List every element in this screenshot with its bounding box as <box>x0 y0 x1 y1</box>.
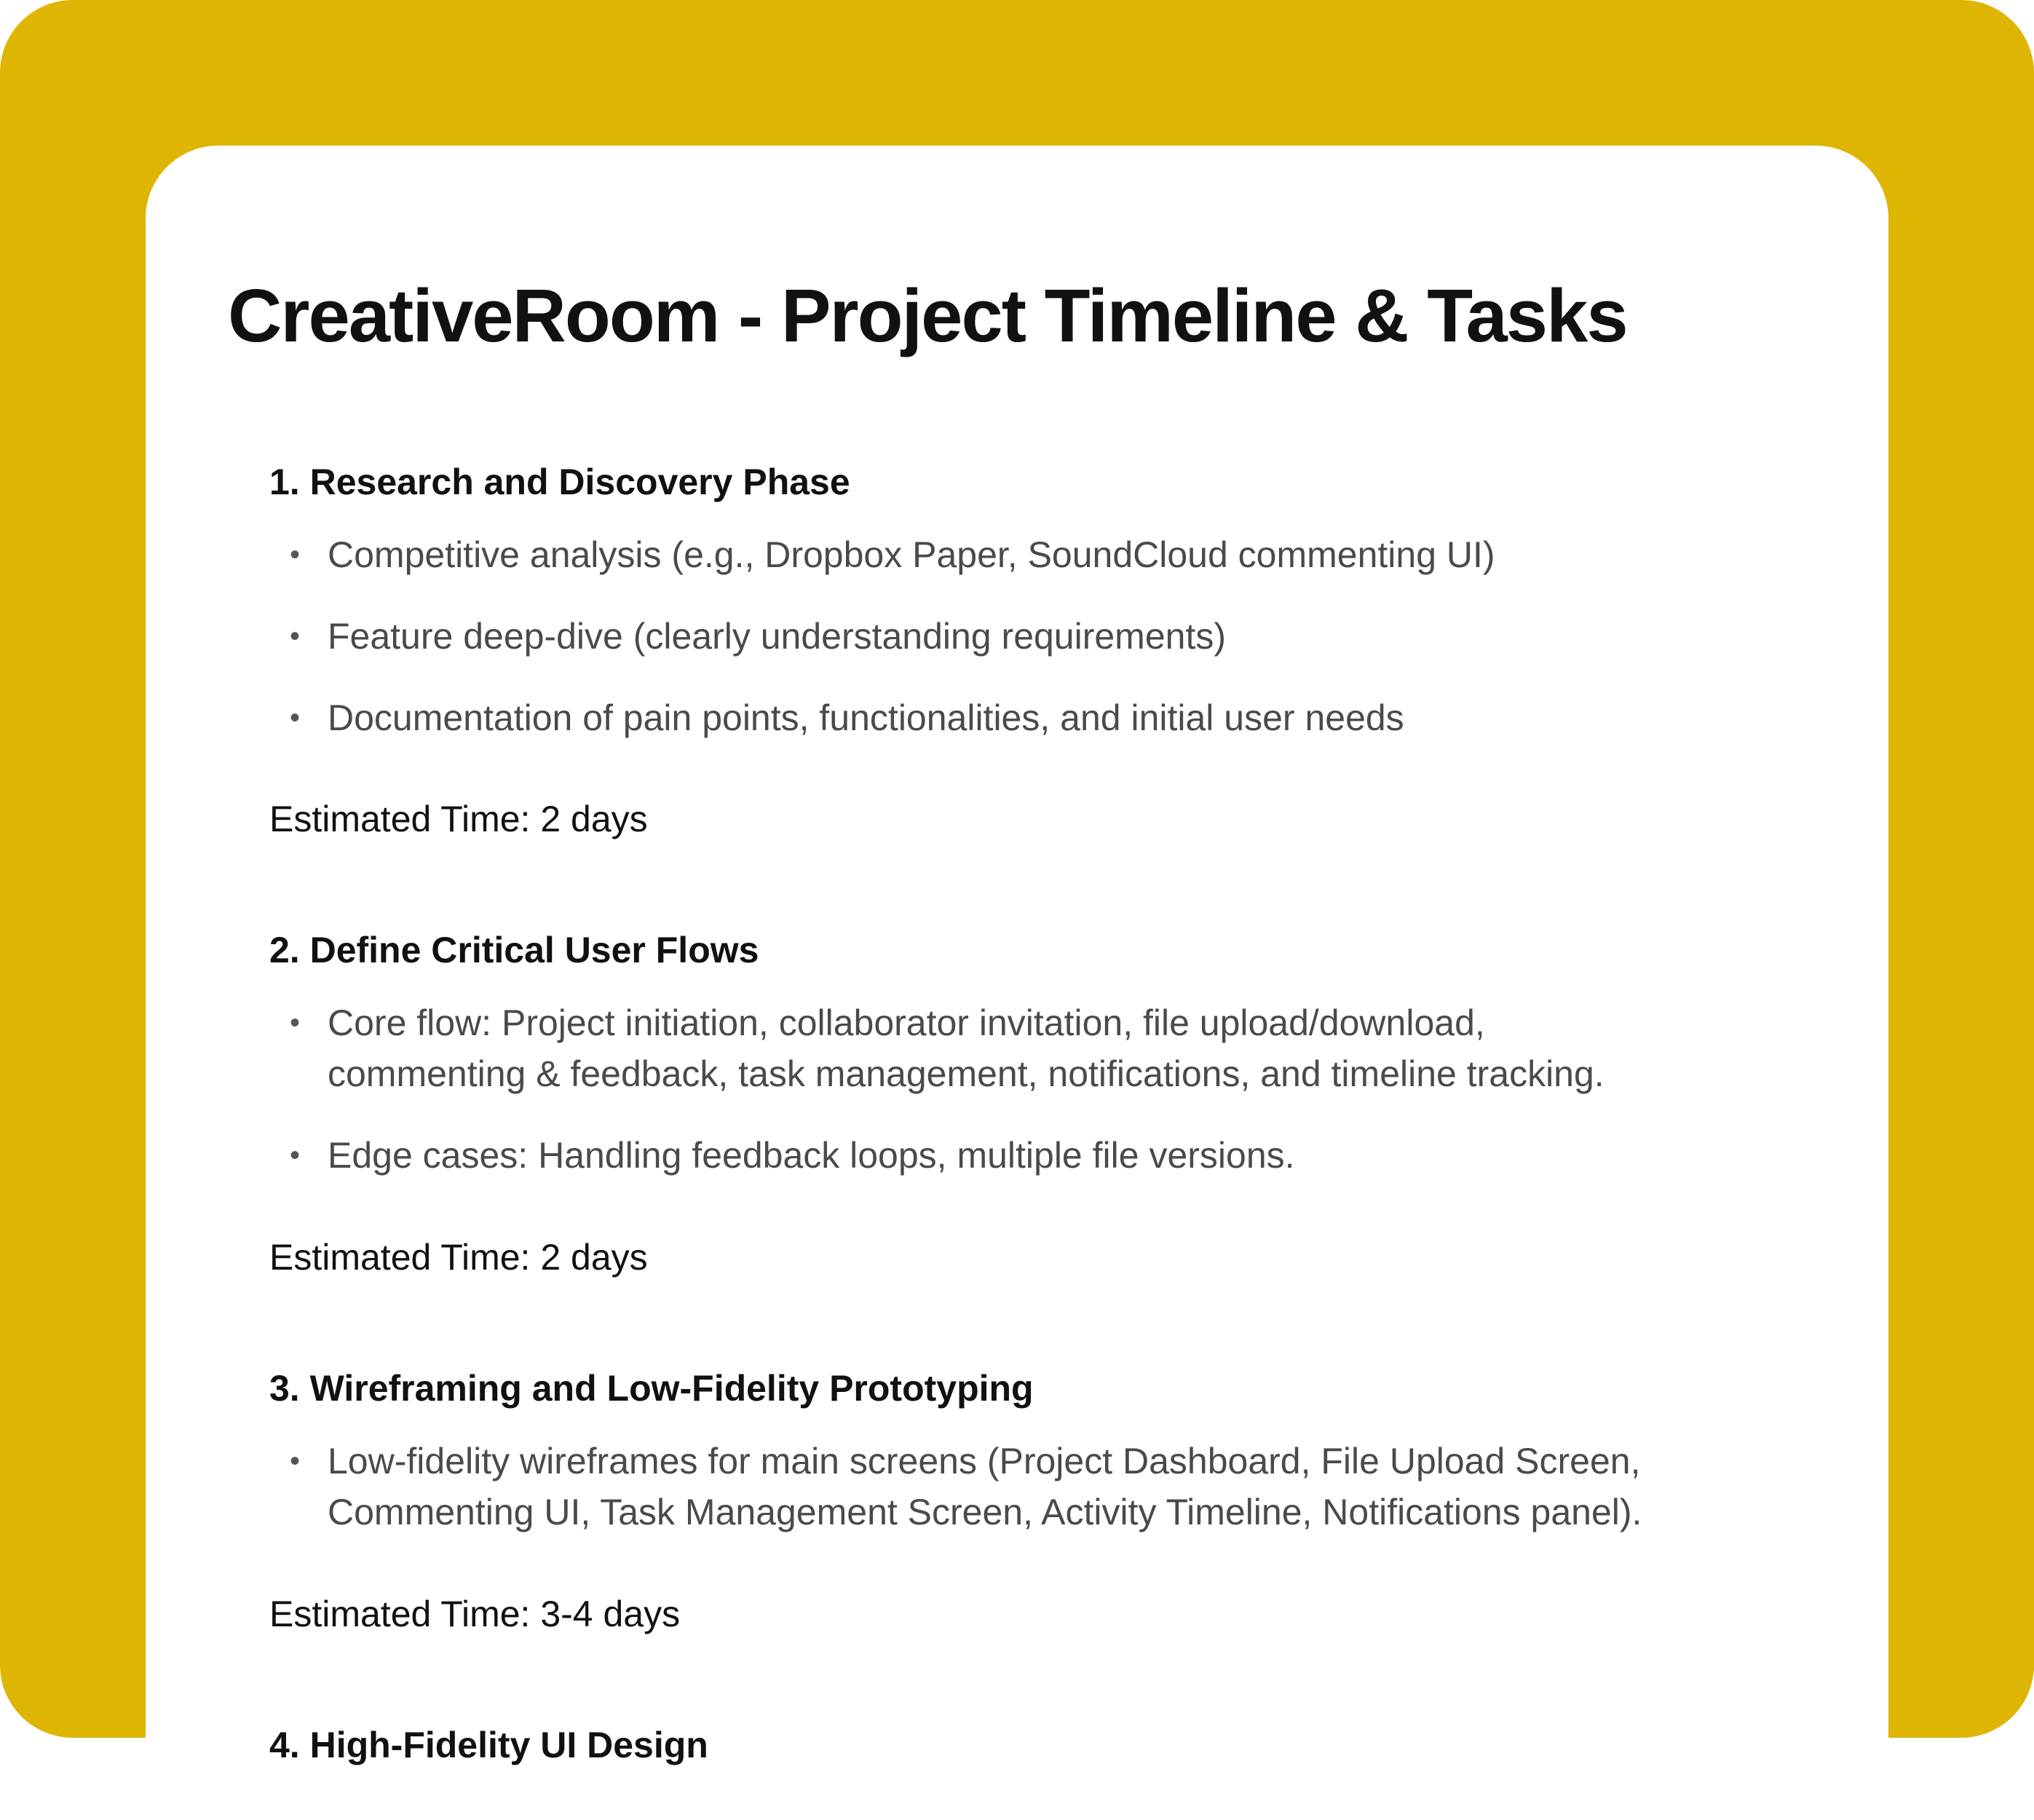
list-item-text: Competitive analysis (e.g., Dropbox Paper, SoundCloud commenting UI) <box>328 534 1495 575</box>
user-flows-bullet-list <box>290 997 1604 1181</box>
document-card <box>146 146 1888 1820</box>
list-item <box>290 611 1495 662</box>
page-title: CreativeRoom - Project Timeline & Tasks <box>228 274 1627 357</box>
bullet-icon: • <box>290 620 301 652</box>
bullet-icon: • <box>290 1007 301 1039</box>
list-item <box>290 997 1604 1099</box>
bullet-icon: • <box>290 1139 301 1171</box>
list-item-text-line-1: Core flow: Project initiation, collaborator invitation, file upload/download, <box>328 1002 1485 1043</box>
bullet-icon: • <box>290 539 301 571</box>
bullet-icon: • <box>290 702 301 734</box>
list-item <box>290 1130 1604 1181</box>
list-item-text-line-1: Low-fidelity wireframes for main screens (Project Dashboard, File Upload Screen, <box>328 1441 1641 1481</box>
list-item-text: Edge cases: Handling feedback loops, multiple file versions. <box>328 1135 1295 1176</box>
list-item <box>290 1436 1642 1538</box>
section-heading-user-flows: 2. Define Critical User Flows <box>269 930 759 970</box>
section-heading-wireframing: 3. Wireframing and Low-Fidelity Prototyping <box>269 1368 1034 1409</box>
section-heading-research: 1. Research and Discovery Phase <box>269 462 850 502</box>
section-heading-high-fidelity: 4. High-Fidelity UI Design <box>269 1725 708 1765</box>
list-item-text: Documentation of pain points, functionalities, and initial user needs <box>328 697 1404 738</box>
list-item <box>290 692 1495 743</box>
list-item-text: Feature deep-dive (clearly understanding requirements) <box>328 616 1226 657</box>
estimated-time-wireframing: Estimated Time: 3-4 days <box>269 1594 681 1634</box>
wireframing-bullet-list <box>290 1436 1642 1538</box>
list-item <box>290 529 1495 580</box>
research-bullet-list <box>290 529 1495 743</box>
estimated-time-research: Estimated Time: 2 days <box>269 799 648 839</box>
estimated-time-user-flows: Estimated Time: 2 days <box>269 1237 648 1278</box>
bullet-icon: • <box>290 1445 301 1477</box>
list-item-text-line-2: Commenting UI, Task Management Screen, Activity Timeline, Notifications panel). <box>328 1492 1642 1532</box>
list-item-text-line-2: commenting & feedback, task management, notifications, and timeline tracking. <box>328 1053 1604 1094</box>
